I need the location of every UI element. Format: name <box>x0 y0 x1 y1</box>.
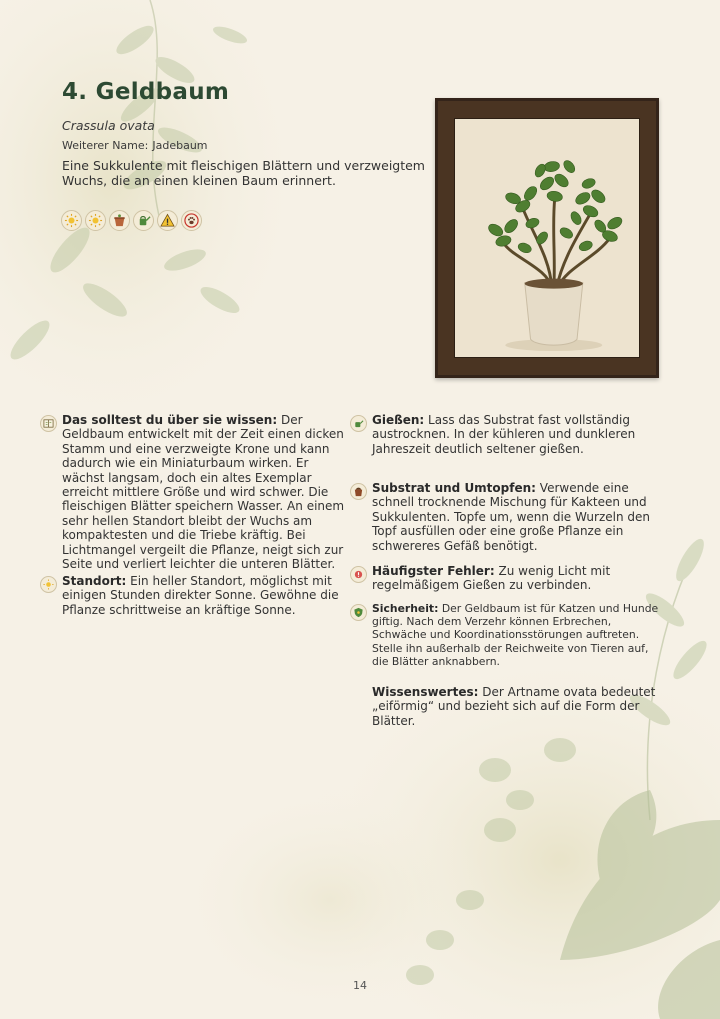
paw-icon <box>181 210 202 231</box>
substrate-text: Verwende eine schnell trocknende Mischung für Kakteen und Sukkulenten. Topfe um, wenn die Wurzeln den Topf ausfüllen oder eine große Pflanze ein schwereres Gefäß benötigt. <box>372 481 650 553</box>
other-name <box>62 139 208 152</box>
mistake-text: Zu wenig Licht mit regelmäßigem Gießen zu verbinden. <box>372 564 611 593</box>
location-label: Standort: <box>62 574 127 588</box>
plant-image <box>454 118 640 358</box>
alert-icon <box>350 566 367 583</box>
section-trivia <box>350 685 662 728</box>
mistake-label: Häufigster Fehler: <box>372 564 495 578</box>
soil-bag-icon <box>350 483 367 500</box>
section-about <box>40 413 350 571</box>
other-name-value: Jadebaum <box>152 139 208 152</box>
shield-icon <box>350 604 367 621</box>
page-number: 14 <box>353 979 367 992</box>
intro-text: Eine Sukkulente mit fleischigen Blättern und verzweigtem Wuchs, die an einen kleinen Baum erinnert. <box>62 158 425 188</box>
sun-icon <box>85 210 106 231</box>
pot-icon <box>109 210 130 231</box>
safety-label: Sicherheit: <box>372 602 439 615</box>
trivia-label: Wissenswertes: <box>372 685 479 699</box>
section-mistake <box>350 564 662 593</box>
sun-icon <box>40 576 57 593</box>
warning-icon <box>157 210 178 231</box>
sun-icon <box>61 210 82 231</box>
watering-label: Gießen: <box>372 413 425 427</box>
care-icons <box>61 210 202 231</box>
watering-can-icon <box>133 210 154 231</box>
book-icon <box>40 415 57 432</box>
location-text: Ein heller Standort, möglichst mit einigen Stunden direkter Sonne. Gewöhne die Pflanze schrittweise an kräftige Sonne. <box>62 574 339 617</box>
section-location <box>40 574 350 617</box>
watering-can-icon <box>350 415 367 432</box>
page-title: 4. Geldbaum <box>62 79 230 105</box>
about-text: Der Geldbaum entwickelt mit der Zeit einen dicken Stamm und eine verzweigte Krone und kann dadurch wie ein Miniaturbaum wirken. Er wächst langsam, doch ein altes Exemplar erreicht mittlere Größe und wird schwer. Die fleischigen Blätter speichern Wasser. An einem sehr hellen Standort bleibt der Wuchs am kompaktesten und die Triebe kräftig. Bei Lichtmangel vergeilt die Pflanze, neigt sich zur Seite und verliert leichter die unteren Blätter. <box>62 413 345 572</box>
latin-name: Crassula ovata <box>62 118 155 133</box>
other-name-label: Weiterer Name: <box>62 139 149 152</box>
section-safety <box>350 602 662 668</box>
watering-text: Lass das Substrat fast vollständig austrocknen. In der kühleren und dunkleren Jahreszeit deutlich seltener gießen. <box>372 413 636 456</box>
plant-picture-frame <box>435 98 659 378</box>
about-label: Das solltest du über sie wissen: <box>62 413 278 427</box>
section-watering <box>350 413 662 456</box>
section-substrate <box>350 481 662 553</box>
safety-text: Der Geldbaum ist für Katzen und Hunde giftig. Nach dem Verzehr können Erbrechen, Schwäche und Koordinationsstörungen auftreten. Stelle ihn außerhalb der Reichweite von Tieren auf, die Blätter anknabbern. <box>372 602 659 668</box>
substrate-label: Substrat und Umtopfen: <box>372 481 536 495</box>
trivia-text: Der Artname ovata bedeutet „eiförmig“ und bezieht sich auf die Form der Blätter. <box>372 685 656 728</box>
